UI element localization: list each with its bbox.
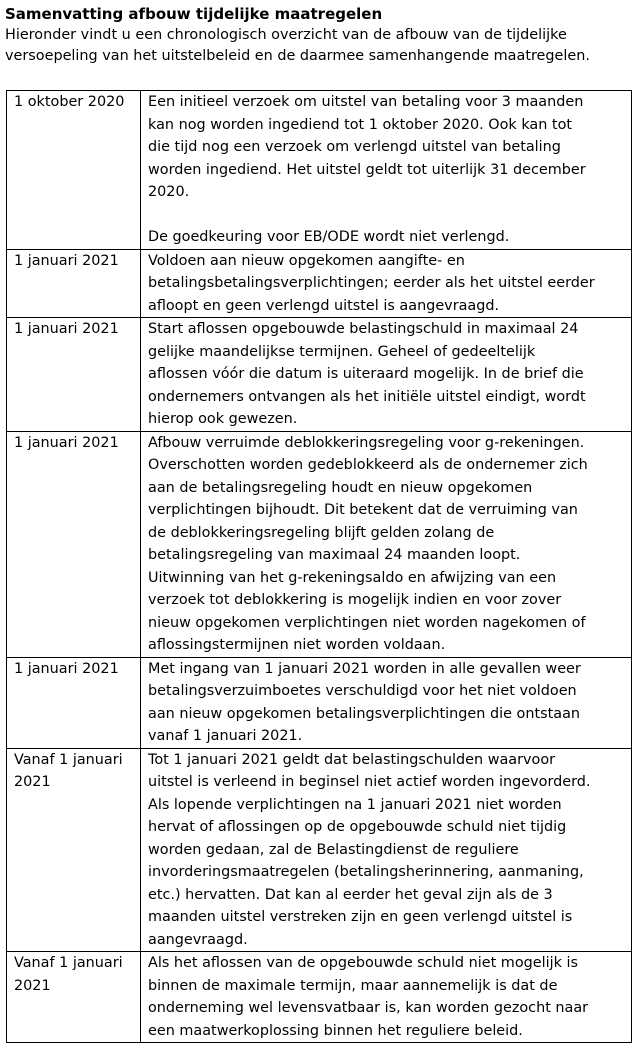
description-text: aflossingstermijnen niet worden voldaan. [148, 637, 446, 653]
description-text: aflossen vóór die datum is uiteraard mogelijk. In de brief die [148, 366, 584, 382]
intro-paragraph [5, 25, 630, 66]
description-text: aan de betalingsregeling houdt en nieuw opgekomen [148, 479, 533, 496]
date-cell [7, 952, 141, 1043]
description-text: verplichtingen bijhoudt. Dit betekent dat de verruiming van [148, 502, 578, 518]
description-text: Als lopende verplichtingen na 1 januari 2021 niet worden [148, 796, 562, 813]
description-text: etc.) hervatten. Dat kan al eerder het geval zijn als de 3 [148, 886, 553, 903]
description-text: Afbouw verruimde deblokkeringsregeling voor g-rekeningen. [148, 434, 585, 451]
description-text: maanden uitstel verstreken zijn en geen verlengd uitstel is [148, 909, 573, 925]
description-text: binnen de maximale termijn, maar aannemelijk is dat de [148, 977, 558, 994]
description-text: betalingsregeling van maximaal 24 maanden loopt. [148, 547, 521, 563]
description-text: Als het aflossen van de opgebouwde schuld niet mogelijk is [148, 955, 579, 971]
date-text: 1 januari 2021 [14, 660, 119, 677]
description-text: vanaf 1 januari 2021. [148, 728, 303, 744]
description-text: de deblokkeringsregeling blijft gelden zolang de [148, 524, 495, 541]
date-cell [7, 748, 141, 952]
description-text: worden ingediend. Het uitstel geldt tot uiterlijk 31 december [148, 161, 586, 178]
table-row [7, 91, 632, 250]
description-text: verzoek tot deblokkering is mogelijk indien en voor zover [148, 592, 562, 608]
table-row [7, 249, 632, 318]
date-cell [7, 318, 141, 432]
description-text: Voldoen aan nieuw opgekomen aangifte- en [148, 252, 465, 269]
blank-line [148, 204, 624, 227]
description-cell [141, 657, 632, 748]
table-row [7, 952, 632, 1043]
schedule-table [6, 90, 632, 1043]
date-text: 1 januari 2021 [14, 321, 119, 337]
table-row [7, 657, 632, 748]
description-text: aan nieuw opgekomen betalingsverplichtingen die ontstaan [148, 705, 581, 722]
description-text: Start aflossen opgebouwde belastingschuld in maximaal 24 [148, 321, 579, 337]
description-text: hierop ook gewezen. [148, 411, 298, 427]
description-text: afloopt en geen verlengd uitstel is aangevraagd. [148, 297, 500, 314]
description-text: De goedkeuring voor EB/ODE wordt niet verlengd. [148, 229, 510, 245]
description-text: betalingsverzuimboetes verschuldigd voor het niet voldoen [148, 683, 577, 699]
document-title: Samenvatting afbouw tijdelijke maatregelen [5, 5, 383, 23]
description-text: uitstel is verleend in beginsel niet actief worden ingevorderd. [148, 774, 591, 790]
description-text: Uitwinning van het g-rekeningsaldo en afwijzing van een [148, 569, 557, 586]
description-text: kan nog worden ingediend tot 1 oktober 2020. Ook kan tot [148, 116, 573, 133]
description-text: Een initieel verzoek om uitstel van betaling voor 3 maanden [148, 94, 584, 110]
table-row [7, 318, 632, 432]
description-text: ondernemers ontvangen als het initiële uitstel eindigt, wordt [148, 388, 586, 405]
description-cell [141, 748, 632, 952]
description-text: 2020. [148, 184, 190, 200]
description-text: een maatwerkoplossing binnen het reguliere beleid. [148, 1022, 523, 1039]
description-text: Overschotten worden gedeblokkeerd als de ondernemer zich [148, 457, 588, 473]
description-text: die tijd nog een verzoek om verlengd uitstel van betaling [148, 139, 561, 155]
description-text: Met ingang van 1 januari 2021 worden in alle gevallen weer [148, 660, 581, 677]
description-cell [141, 318, 632, 432]
date-text: 2021 [14, 774, 51, 790]
date-cell [7, 431, 141, 657]
intro-line: versoepeling van het uitstelbeleid en de daarmee samenhangende maatregelen. [5, 47, 590, 64]
date-text: 1 oktober 2020 [14, 94, 125, 110]
table-row [7, 748, 632, 952]
description-cell [141, 952, 632, 1043]
intro-line: Hieronder vindt u een chronologisch overzicht van de afbouw van de tijdelijke [5, 27, 567, 43]
description-text: aangevraagd. [148, 931, 248, 948]
table-row [7, 431, 632, 657]
schedule-table-body [7, 91, 632, 1043]
description-text: worden gedaan, zal de Belastingdienst de reguliere [148, 841, 519, 858]
description-text: invorderingsmaatregelen (betalingsherinnering, aanmaning, [148, 864, 584, 880]
description-text: betalingsbetalingsverplichtingen; eerder als het uitstel eerder [148, 275, 595, 291]
description-text: onderneming wel levensvatbaar is, kan worden gezocht naar [148, 1000, 589, 1016]
date-text: 1 januari 2021 [14, 252, 119, 269]
date-cell [7, 657, 141, 748]
date-cell [7, 91, 141, 250]
description-text: hervat of aflossingen op de opgebouwde schuld niet tijdig [148, 819, 567, 835]
description-text: gelijke maandelijkse termijnen. Geheel of gedeeltelijk [148, 343, 536, 360]
date-text: Vanaf 1 januari [14, 955, 123, 971]
date-text: 2021 [14, 977, 51, 994]
date-text: 1 januari 2021 [14, 434, 119, 451]
description-text: Tot 1 januari 2021 geldt dat belastingschulden waarvoor [148, 751, 556, 768]
date-cell [7, 249, 141, 318]
description-cell [141, 91, 632, 250]
description-cell [141, 431, 632, 657]
description-cell [141, 249, 632, 318]
description-text: nieuw opgekomen verplichtingen niet worden nagekomen of [148, 614, 586, 631]
date-text: Vanaf 1 januari [14, 751, 123, 768]
